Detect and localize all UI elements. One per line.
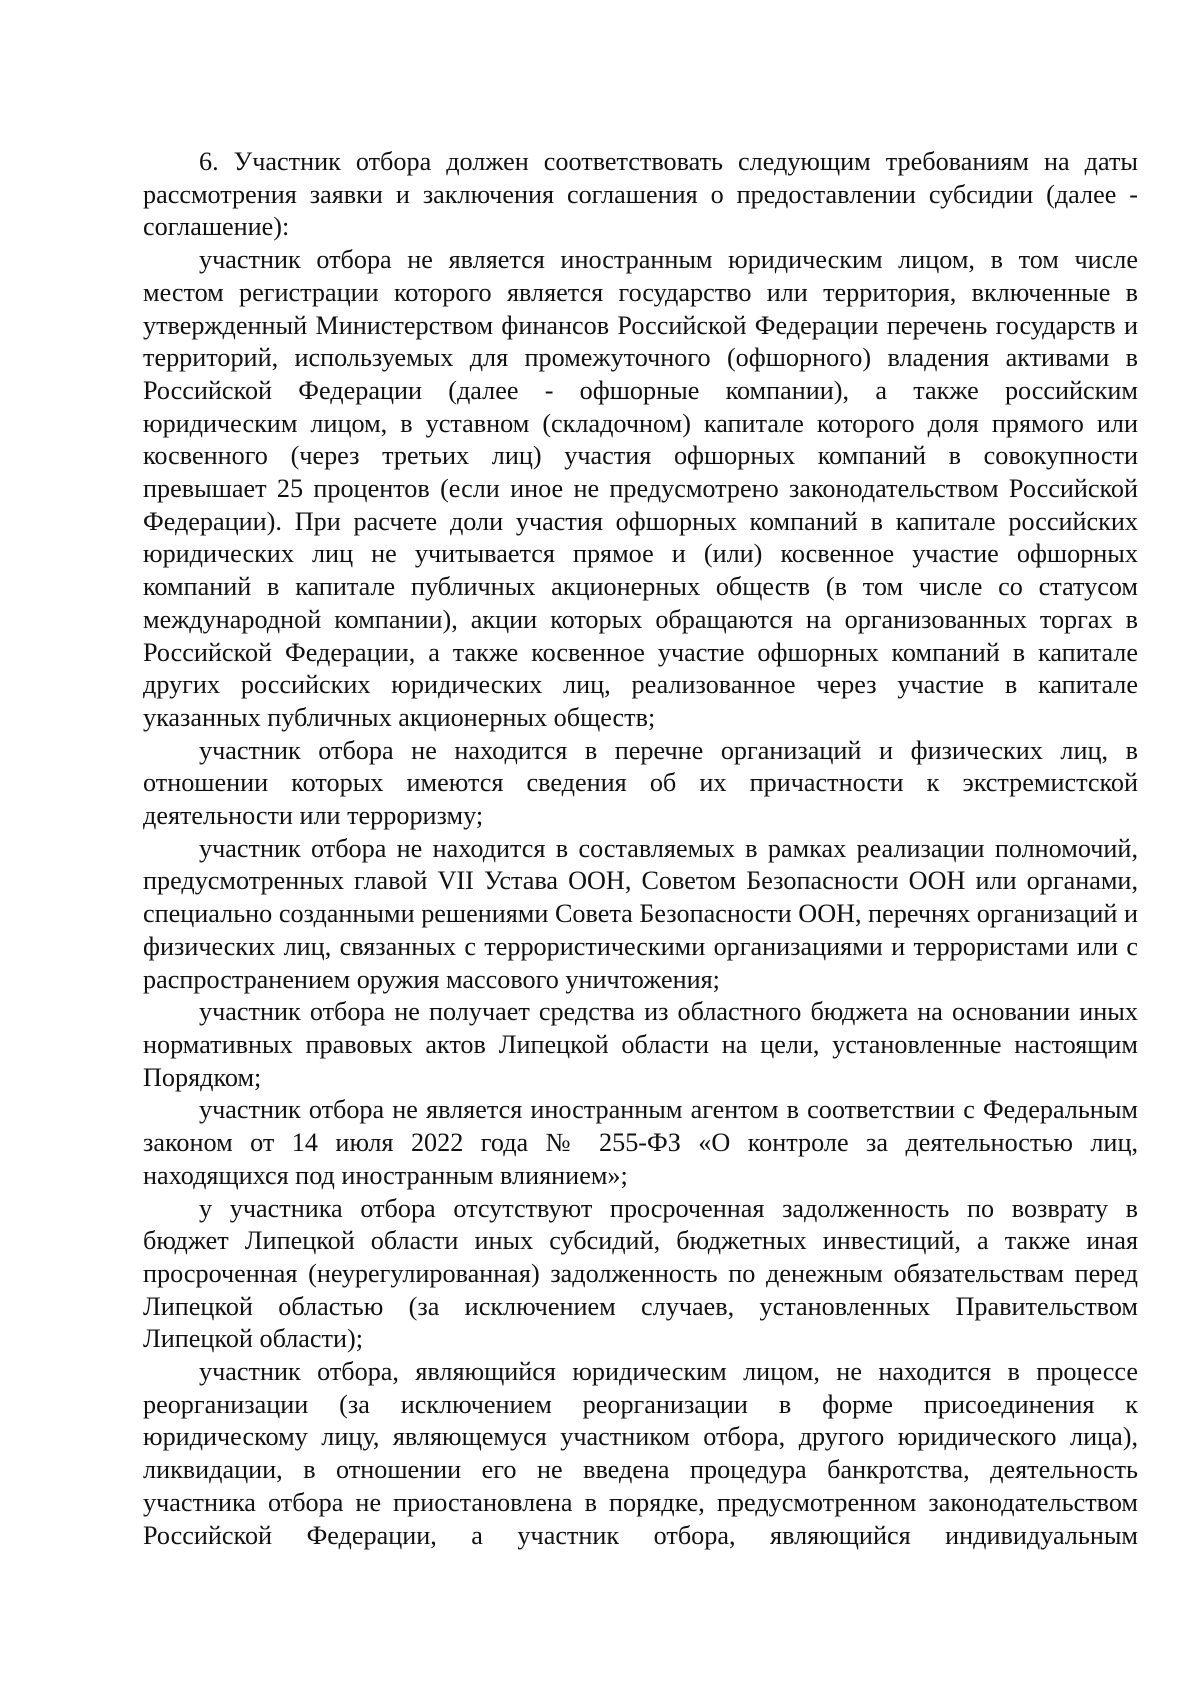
paragraph-no-regional-budget-funds: участник отбора не получает средства из областного бюджета на основании иных нормативных правовых актов Липецкой области на цели, установленные настоящим Порядком; xyxy=(143,997,1138,1092)
paragraph-not-foreign-entity: участник отбора не является иностранным юридическим лицом, в том числе местом регистрации которого является государство или территория, включенные в утвержденный Министерством финансов Российской Федерации перечень государств и территорий, используемых для промежуточного (офшорного) владения активами в Российской Федерации (далее - офшорные компании), а также российским юридическим лицом, в уставном (складочном) капитале которого доля прямого или косвенного (через третьих лиц) участия офшорных компаний в совокупности превышает 25 процентов (если иное не предусмотрено законодательством Российской Федерации). При расчете доли участия офшорных компаний в капитале российских юридических лиц не учитывается прямое и (или) косвенное участие офшорных компаний в капитале публичных акционерных обществ (в том числе со статусом международной компании), акции которых обращаются на организованных торгах в Российской Федерации, а также косвенное участие офшорных компаний в капитале других российских юридических лиц, реализованное через участие в капитале указанных публичных акционерных обществ; xyxy=(143,245,1138,732)
paragraph-no-overdue-debt: у участника отбора отсутствуют просроченная задолженность по возврату в бюджет Липецкой области иных субсидий, бюджетных инвестиций, а также иная просроченная (неурегулированная) задолженность по денежным обязательствам перед Липецкой областью (за исключением случаев, установленных Правительством Липецкой области); xyxy=(143,1193,1138,1354)
paragraph-not-in-reorganization: участник отбора, являющийся юридическим лицом, не находится в процессе реорганизации (за исключением реорганизации в форме присоединения к юридическому лицу, являющемуся участником отбора, другого юридического лица), ликвидации, в отношении его не введена процедура банкротства, деятельность участника отбора не приостановлена в порядке, предусмотренном законодательством Российской Федерации, а участник отбора, являющийся индивидуальным xyxy=(143,1357,1138,1550)
paragraph-not-in-un-lists: участник отбора не находится в составляемых в рамках реализации полномочий, предусмотренных главой VII Устава ООН, Советом Безопасности ООН или органами, специально созданными решениями Совета Безопасности ООН, перечнях организаций и физических лиц, связанных с террористическими организациями и террористами или с распространением оружия массового уничтожения; xyxy=(143,833,1138,994)
paragraph-not-foreign-agent: участник отбора не является иностранным агентом в соответствии с Федеральным законом от 14 июля 2022 года № 255-ФЗ «О контроле за деятельностью лиц, находящихся под иностранным влиянием»; xyxy=(143,1095,1138,1190)
paragraph-requirements-intro: 6. Участник отбора должен соответствовать следующим требованиям на даты рассмотрения заявки и заключения соглашения о предоставлении субсидии (далее - соглашение): xyxy=(143,147,1138,242)
paragraph-not-in-extremism-list: участник отбора не находится в перечне организаций и физических лиц, в отношении которых имеются сведения об их причастности к экстремистской деятельности или терроризму; xyxy=(143,735,1138,831)
document-body xyxy=(143,146,1138,1552)
